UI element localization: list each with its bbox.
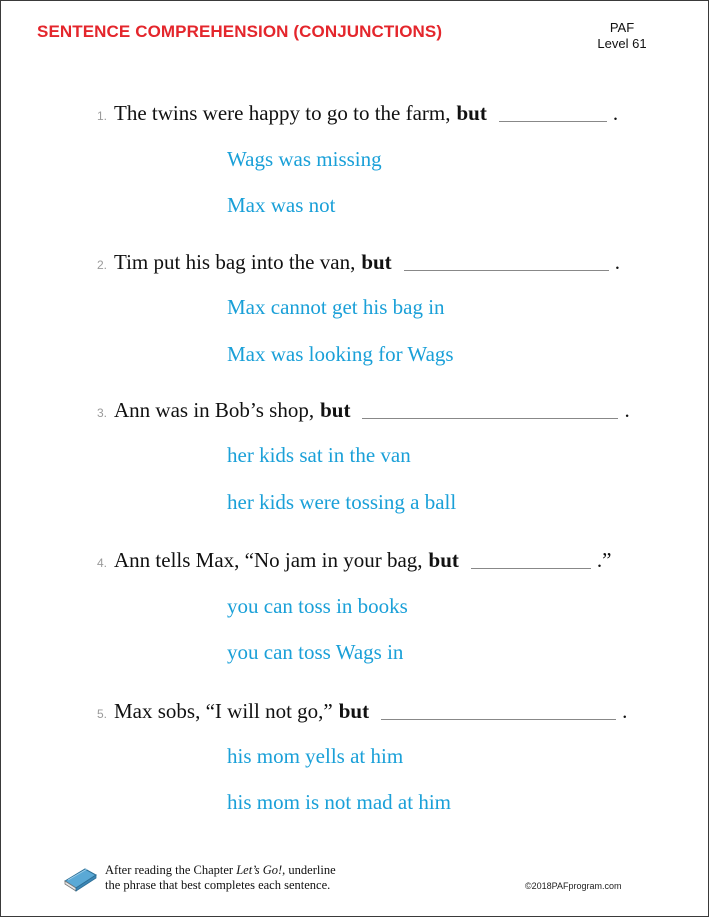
conjunction: but — [338, 699, 370, 723]
question-number: 4. — [97, 556, 108, 570]
answer-blank[interactable] — [362, 417, 618, 419]
question-number: 3. — [97, 406, 108, 420]
answer-blank[interactable] — [471, 567, 591, 569]
conjunction: but — [456, 101, 487, 125]
program-label: PAF — [609, 20, 635, 35]
instructions — [63, 863, 336, 893]
answer-option[interactable]: his mom yells at him — [227, 744, 404, 768]
question-1 — [97, 101, 618, 126]
sentence-ending: . — [622, 699, 628, 723]
question-stem: Max sobs, “I will not go,” — [114, 699, 333, 723]
answer-option[interactable]: Max was looking for Wags — [227, 342, 454, 366]
answer-option[interactable]: you can toss in books — [227, 594, 408, 618]
level-label: Level 61 — [597, 36, 647, 51]
question-5 — [97, 699, 627, 724]
sentence-ending: . — [612, 101, 619, 125]
question-number: 1. — [97, 109, 108, 123]
sentence-ending: . — [614, 250, 620, 274]
book-icon — [63, 863, 97, 893]
sentence-ending: . — [624, 398, 630, 422]
page-title: SENTENCE COMPREHENSION (CONJUNCTIONS) — [37, 22, 443, 41]
answer-option[interactable]: her kids sat in the van — [227, 443, 411, 467]
question-stem: The twins were happy to go to the farm, — [114, 101, 451, 125]
question-number: 2. — [97, 258, 108, 272]
question-number: 5. — [97, 707, 108, 721]
answer-option[interactable]: you can toss Wags in — [227, 640, 404, 664]
answer-blank[interactable] — [499, 120, 607, 122]
conjunction: but — [361, 250, 392, 274]
answer-option[interactable]: her kids were tossing a ball — [227, 490, 457, 514]
conjunction: but — [428, 548, 459, 572]
question-3 — [97, 398, 630, 423]
sentence-ending: .” — [596, 548, 612, 572]
question-2 — [97, 250, 620, 275]
level-badge — [573, 20, 647, 52]
question-stem: Ann was in Bob’s shop, — [114, 398, 315, 422]
answer-option[interactable]: Wags was missing — [227, 147, 382, 171]
question-stem: Tim put his bag into the van, — [114, 250, 356, 274]
instruction-line-1: After reading the Chapter Let’s Go!, underline — [105, 863, 336, 877]
answer-option[interactable]: Max was not — [227, 193, 336, 217]
answer-blank[interactable] — [381, 718, 616, 720]
copyright: ©2018PAFprogram.com — [525, 881, 622, 891]
question-4 — [97, 548, 611, 573]
question-stem: Ann tells Max, “No jam in your bag, — [114, 548, 423, 572]
answer-option[interactable]: his mom is not mad at him — [227, 790, 451, 814]
conjunction: but — [320, 398, 351, 422]
answer-blank[interactable] — [404, 269, 609, 271]
answer-option[interactable]: Max cannot get his bag in — [227, 295, 445, 319]
chapter-title: Let’s Go! — [236, 863, 283, 877]
instruction-line-2: the phrase that best completes each sentence. — [105, 878, 331, 892]
